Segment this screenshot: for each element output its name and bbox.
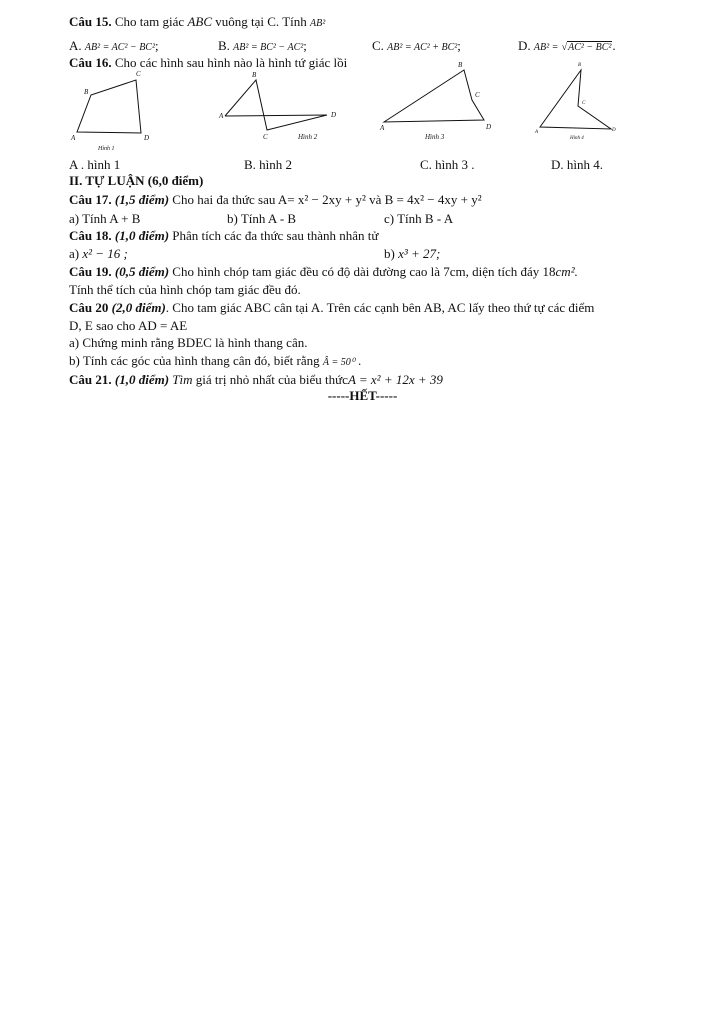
q15-ask: AB² bbox=[310, 18, 326, 29]
q15-option-b-expr: AB² = BC² − AC² bbox=[233, 42, 304, 53]
q18-text: Phân tích các đa thức sau thành nhân tử bbox=[172, 228, 379, 243]
q17-text: Cho hai đa thức sau bbox=[172, 192, 276, 207]
q18-points: (1,0 điểm) bbox=[114, 228, 170, 243]
q15-option-c bbox=[372, 38, 461, 56]
q16-label: Câu 16. bbox=[69, 55, 112, 70]
q17-part-b: b) Tính A - B bbox=[227, 211, 297, 226]
q15-text: Cho tam giác bbox=[114, 14, 185, 29]
figure-4-shape bbox=[540, 70, 611, 129]
q19-text: Cho hình chóp tam giác đều có độ dài đường cao là 7cm, diện tích đáy 18 bbox=[172, 264, 556, 279]
fig2-label-a: A bbox=[219, 112, 224, 120]
q17-b-expr: B = 4x² − 4xy + y² bbox=[384, 192, 482, 207]
q18-label: Câu 18. bbox=[69, 228, 112, 243]
q17-label: Câu 17. bbox=[69, 192, 112, 207]
q20-points: (2,0 điểm) bbox=[111, 300, 166, 315]
q15-option-b-tail: ; bbox=[303, 38, 307, 53]
q17-part-c: c) Tính B - A bbox=[384, 211, 454, 226]
q20-part-b-tail: . bbox=[358, 353, 362, 368]
q15-triangle: ABC bbox=[187, 14, 213, 29]
q18-part-a-prefix: a) bbox=[69, 246, 80, 261]
q15-option-a bbox=[69, 38, 159, 56]
q19-unit: cm². bbox=[555, 264, 578, 279]
fig2-label-d: D bbox=[331, 111, 337, 119]
fig3-caption: Hình 3 bbox=[425, 133, 445, 141]
q18-line bbox=[69, 228, 378, 244]
q16-option-c: C. hình 3 . bbox=[420, 157, 475, 172]
end-marker: -----HẾT----- bbox=[327, 388, 398, 403]
q21-line bbox=[69, 372, 443, 388]
q15-option-c-expr: AB² = AC² + BC² bbox=[387, 42, 458, 53]
q19-text2: Tính thể tích của hình chóp tam giác đều đó. bbox=[69, 282, 301, 297]
fig2-caption: Hình 2 bbox=[298, 133, 318, 141]
q20-part-a: a) Chứng minh rằng BDEC là hình thang cân. bbox=[69, 335, 308, 350]
fig3-label-b: B bbox=[458, 61, 463, 69]
q20-part-b-line bbox=[69, 353, 361, 371]
q15-option-c-tail: ; bbox=[457, 38, 461, 53]
q21-expr: A = x² + 12x + 39 bbox=[347, 372, 443, 387]
fig1-label-d: D bbox=[144, 134, 150, 142]
q17-a-expr: A= x² − 2xy + y² bbox=[277, 192, 366, 207]
q15-option-d: D. AB² = √AC² − BC². bbox=[518, 38, 616, 53]
q16-option-a: A . hình 1 bbox=[69, 157, 121, 172]
fig4-caption: Hình 4 bbox=[570, 136, 584, 141]
fig3-label-c: C bbox=[475, 91, 480, 99]
fig4-label-b: B bbox=[578, 63, 582, 68]
q16-option-b: B. hình 2 bbox=[244, 157, 293, 172]
fig2-label-b: B bbox=[252, 71, 257, 79]
q16-option-d: D. hình 4. bbox=[551, 157, 603, 172]
fig4-label-a: A bbox=[535, 130, 539, 135]
q20-line bbox=[69, 300, 594, 316]
q18-part-b bbox=[384, 246, 440, 262]
q15-label: Câu 15. bbox=[69, 14, 112, 29]
q18-part-a-expr: x² − 16 ; bbox=[82, 246, 128, 261]
q19-points: (0,5 điểm) bbox=[114, 264, 170, 279]
q15-option-b-letter: B. bbox=[218, 38, 230, 53]
q20-angle: Â = 50⁰ bbox=[322, 357, 355, 368]
q19-line bbox=[69, 264, 578, 280]
q15-option-c-letter: C. bbox=[372, 38, 384, 53]
q18-part-b-expr: x³ + 27; bbox=[398, 246, 441, 261]
fig3-label-d: D bbox=[486, 123, 492, 131]
q17-points: (1,5 điểm) bbox=[114, 192, 170, 207]
fig4-label-d: D bbox=[612, 128, 616, 133]
q21-text2: giá trị nhỏ nhất của biểu thức bbox=[195, 372, 348, 387]
figure-3-shape bbox=[384, 70, 484, 122]
q15-option-a-expr: AB² = AC² − BC² bbox=[84, 42, 155, 53]
q15-text2: vuông tại C. Tính bbox=[215, 14, 307, 29]
fig4-label-c: C bbox=[582, 101, 586, 106]
q21-text: Tìm bbox=[172, 372, 193, 387]
q21-label: Câu 21. bbox=[69, 372, 112, 387]
q17-part-a: a) Tính A + B bbox=[69, 211, 141, 226]
q20-text: . Cho tam giác ABC cân tại A. Trên các cạnh bên AB, AC lấy theo thứ tự các điểm bbox=[165, 300, 595, 315]
q15-option-d-letter: D. bbox=[518, 38, 531, 53]
q15-option-d-expr-root: AC² − BC² bbox=[568, 42, 612, 53]
q20-label: Câu 20 bbox=[69, 300, 109, 315]
q15-line bbox=[69, 14, 325, 32]
fig3-label-a: A bbox=[380, 124, 385, 132]
fig1-label-a: A bbox=[71, 134, 76, 142]
q17-and: và bbox=[369, 192, 382, 207]
fig1-caption: Hình 1 bbox=[98, 146, 115, 152]
figure-2-shape bbox=[225, 80, 327, 130]
q15-option-d-tail: . bbox=[612, 38, 616, 53]
q15-option-a-letter: A. bbox=[69, 38, 82, 53]
q16-text: Cho các hình sau hình nào là hình tứ giác lồi bbox=[114, 55, 348, 70]
q19-label: Câu 19. bbox=[69, 264, 112, 279]
q17-line bbox=[69, 192, 482, 208]
q20-text2: D, E sao cho AD = AE bbox=[69, 318, 188, 333]
fig1-label-c: C bbox=[136, 70, 141, 78]
q15-option-a-tail: ; bbox=[154, 38, 159, 53]
q16-figures bbox=[0, 60, 725, 160]
q21-points: (1,0 điểm) bbox=[114, 372, 170, 387]
q15-option-d-expr-left: AB² = bbox=[533, 42, 559, 53]
fig1-label-b: B bbox=[84, 88, 89, 96]
q20-part-b: b) Tính các góc của hình thang cân đó, biết rằng bbox=[69, 353, 320, 368]
q15-option-b bbox=[218, 38, 307, 56]
section-2-heading: II. TỰ LUẬN (6,0 điểm) bbox=[69, 173, 204, 188]
fig2-label-c: C bbox=[263, 133, 268, 141]
q18-part-b-prefix: b) bbox=[384, 246, 395, 261]
q18-part-a bbox=[69, 246, 128, 262]
